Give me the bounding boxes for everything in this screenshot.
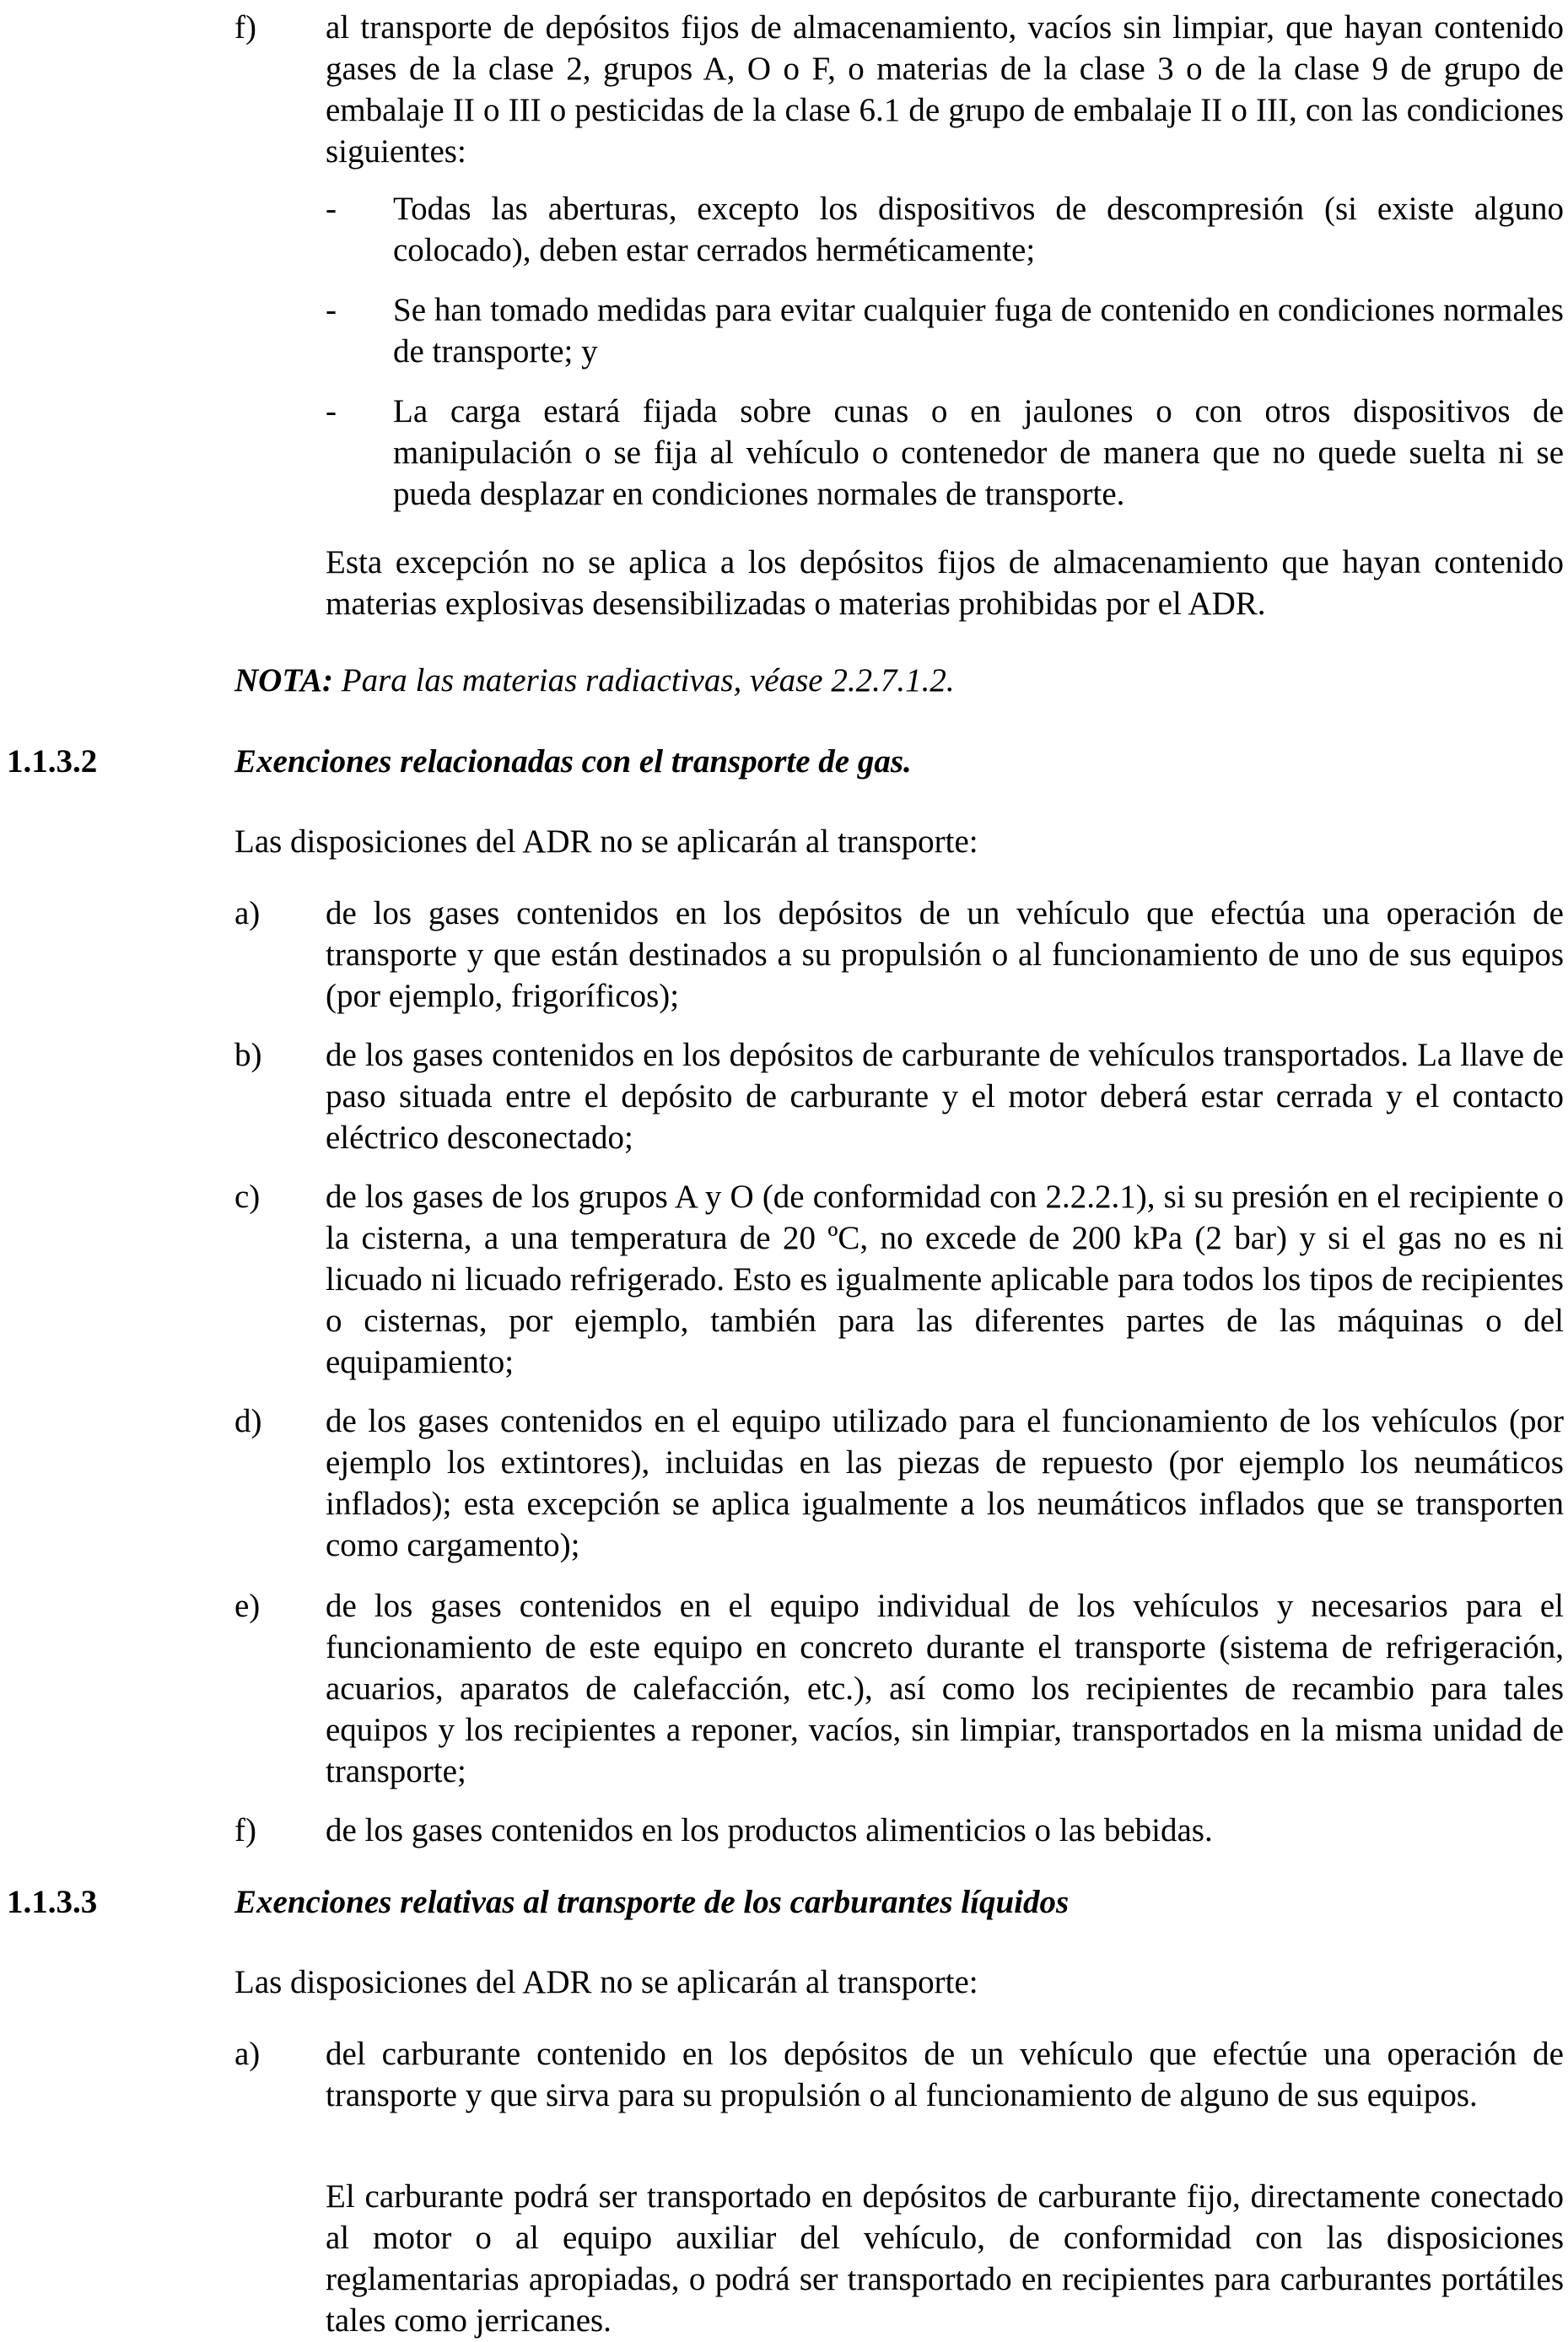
note-text: Para las materias radiactivas, véase 2.2.7.1.2. [341,662,955,699]
item-label: f) [234,1812,256,1848]
bullet-dash: - [326,191,337,227]
section-intro: Las disposiciones del ADR no se aplicarán al transporte: [234,1964,978,2000]
item-continuation: El carburante podrá ser transportado en depósitos de carburante fijo, directamente conectado al motor o al equipo auxiliar del vehículo, de conformidad con las disposiciones reglamentarias apropiadas, o podrá ser transportado en recipientes para carburantes portátiles tales como jerricanes. [326,2178,1564,2339]
section-number: 1.1.3.2 [7,743,98,780]
item-text: del carburante contenido en los depósitos de un vehículo que efectúe una operación de transporte y que sirva para su propulsión o al funcionamiento de alguno de sus equipos. [326,2036,1564,2113]
item-text: de los gases contenidos en los depósitos de un vehículo que efectúa una operación de transporte y que están destinados a su propulsión o al funcionamiento de uno de sus equipos (por ejemplo, frigoríficos); [326,895,1564,1014]
item-text: de los gases contenidos en el equipo individual de los vehículos y necesarios para el funcionamiento de este equipo en concreto durante el transporte (sistema de refrigeración, acuarios, aparatos de calefacción, etc.), así como los recipientes de recambio para tales equipos y los recipientes a reponer, vacíos, sin limpiar, transportados en la misma unidad de transporte; [326,1588,1564,1789]
bullet-dash: - [326,292,337,328]
item-label: d) [234,1403,262,1439]
item-text: de los gases contenidos en los productos alimenticios o las bebidas. [326,1812,1213,1848]
item-text: al transporte de depósitos fijos de almacenamiento, vacíos sin limpiar, que hayan contenido gases de la clase 2, grupos A, O o F, o materias de la clase 3 o de la clase 9 de grupo de embalaje II o III o pesticidas de la clase 6.1 de grupo de embalaje II o III, con las condiciones siguientes: [326,9,1564,170]
section-title: Exenciones relativas al transporte de los carburantes líquidos [234,1884,1070,1920]
item-text: de los gases contenidos en el equipo utilizado para el funcionamiento de los vehículos (por ejemplo los extintores), incluidas en las piezas de repuesto (por ejemplo los neumáticos inflados); esta excepción se aplica igualmente a los neumáticos inflados que se transporten como cargamento); [326,1403,1564,1563]
note-label: NOTA: [234,662,333,699]
exception-paragraph: Esta excepción no se aplica a los depósitos fijos de almacenamiento que hayan contenido materias explosivas desensibilizadas o materias prohibidas por el ADR. [326,544,1564,622]
section-number: 1.1.3.3 [7,1884,98,1920]
note [234,660,1564,701]
section-intro: Las disposiciones del ADR no se aplicarán al transporte: [234,823,978,860]
item-label: e) [234,1588,261,1624]
bullet-text: Se han tomado medidas para evitar cualquier fuga de contenido en condiciones normales de transporte; y [393,292,1564,370]
item-label: f) [234,9,256,46]
bullet-text: Todas las aberturas, excepto los dispositivos de descompresión (si existe alguno colocado), deben estar cerrados herméticamente; [393,191,1564,268]
bullet-dash: - [326,393,337,429]
item-label: b) [234,1037,262,1073]
item-label: a) [234,2036,261,2072]
bullet-text: La carga estará fijada sobre cunas o en jaulones o con otros dispositivos de manipulación o se fija al vehículo o contenedor de manera que no quede suelta ni se pueda desplazar en condiciones normales de transporte. [393,393,1564,512]
item-label: c) [234,1179,261,1215]
item-text: de los gases contenidos en los depósitos de carburante de vehículos transportados. La llave de paso situada entre el depósito de carburante y el motor deberá estar cerrada y el contacto eléctrico desconectado; [326,1037,1564,1156]
item-label: a) [234,895,261,931]
section-title: Exenciones relacionadas con el transporte de gas. [234,743,912,780]
item-text: de los gases de los grupos A y O (de conformidad con 2.2.2.1), si su presión en el recipiente o la cisterna, a una temperatura de 20 ºC, no excede de 200 kPa (2 bar) y si el gas no es ni licuado ni licuado refrigerado. Esto es igualmente aplicable para todos los tipos de recipientes o cisternas, por ejemplo, también para las diferentes partes de las máquinas o del equipamiento; [326,1179,1564,1380]
